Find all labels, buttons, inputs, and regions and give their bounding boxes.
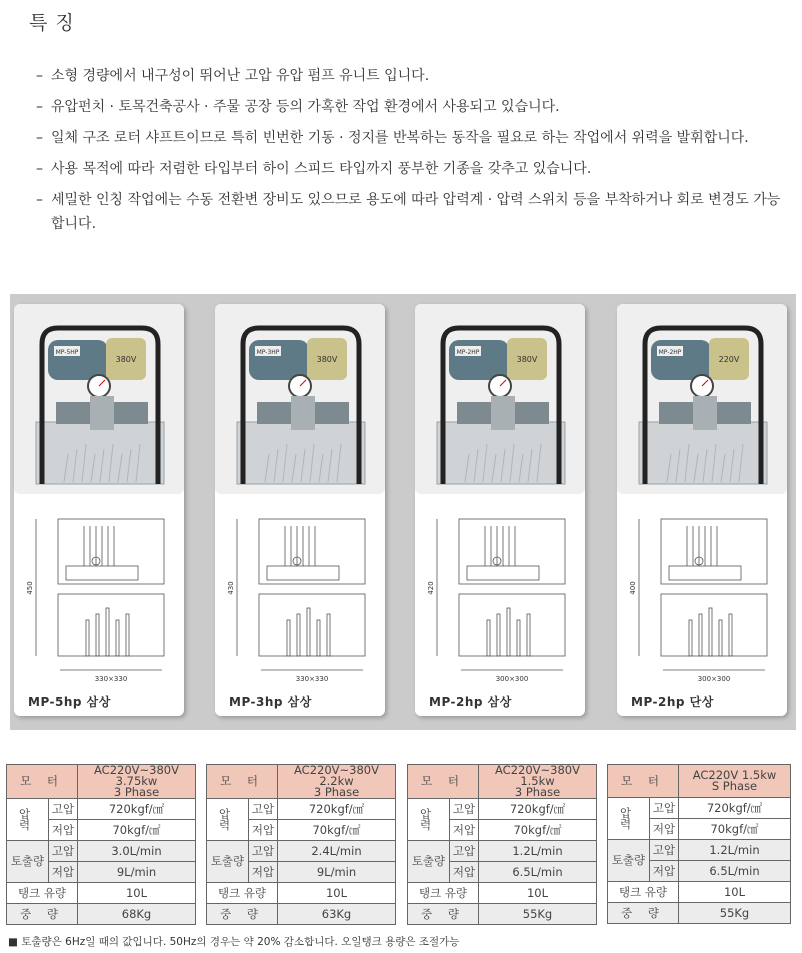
tank-value: 10L: [78, 883, 196, 904]
pressure-low-value: 70kgf/㎠: [278, 820, 396, 841]
plate-label: MP-2HP: [456, 349, 480, 356]
weight-label: 중 량: [7, 904, 78, 925]
pressure-label: 압 력: [7, 799, 49, 841]
tank-label: 탱크 유량: [408, 883, 479, 904]
voltage-label: 220V: [718, 355, 740, 364]
tank-value: 10L: [679, 882, 791, 903]
plate-label: MP-3HP: [256, 349, 280, 356]
weight-value: 55Kg: [679, 903, 791, 924]
pressure-low-value: 70kgf/㎠: [78, 820, 196, 841]
feature-item: – 유압펀치 · 토목건축공사 · 주물 공장 등의 가혹한 작업 환경에서 사용되고 있습니다.: [36, 99, 560, 115]
weight-value: 55Kg: [479, 904, 597, 925]
low-label: 저압: [49, 820, 78, 841]
manifold: [693, 396, 717, 430]
high-label: 고압: [49, 799, 78, 820]
weight-value: 63Kg: [278, 904, 396, 925]
product-illustration: [415, 304, 585, 716]
oil-tank: [237, 422, 365, 484]
pressure-low-value: 70kgf/㎠: [679, 819, 791, 840]
base-label: 330×330: [295, 675, 329, 683]
square-bullet-icon: ■: [8, 936, 22, 948]
plate-label: MP-5HP: [55, 349, 79, 356]
discharge-label: 토출량: [408, 841, 450, 883]
base-label: 300×300: [697, 675, 731, 683]
low-label: 저압: [49, 862, 78, 883]
discharge-low-value: 6.5L/min: [479, 862, 597, 883]
low-label: 저압: [650, 861, 679, 882]
low-label: 저압: [650, 819, 679, 840]
low-label: 저압: [450, 862, 479, 883]
product-illustration: [215, 304, 385, 716]
height-label: 400: [629, 581, 637, 595]
height-label: 430: [227, 581, 235, 595]
discharge-low-value: 9L/min: [78, 862, 196, 883]
oil-tank: [639, 422, 767, 484]
model-label: MP-3hp 삼상: [229, 695, 312, 709]
product-illustration: [617, 304, 787, 716]
weight-label: 중 량: [408, 904, 479, 925]
pressure-low-value: 70kgf/㎠: [479, 820, 597, 841]
spec-table-mp2hp-1phase: [607, 764, 791, 924]
product-card-mp5hp: [14, 304, 184, 716]
feature-item: – 세밀한 인칭 작업에는 수동 전환변 장비도 있으므로 용도에 따라 압력계 · 압력 스위치 등을 부착하거나 회로 변경도 가능합니다.: [36, 192, 781, 232]
motor-value: AC220V~380V 1.5kw 3 Phase: [479, 765, 597, 799]
feature-item: – 소형 경량에서 내구성이 뛰어난 고압 유압 펌프 유니트 입니다.: [36, 68, 430, 84]
tank-value: 10L: [278, 883, 396, 904]
oil-tank: [36, 422, 164, 484]
base-label: 300×300: [495, 675, 529, 683]
discharge-label: 토출량: [608, 840, 650, 882]
product-card-mp2hp-1phase: [617, 304, 787, 716]
high-label: 고압: [450, 841, 479, 862]
high-label: 고압: [650, 798, 679, 819]
high-label: 고압: [450, 799, 479, 820]
feature-list: [36, 64, 786, 243]
height-label: 450: [26, 581, 34, 595]
model-label: MP-2hp 삼상: [429, 695, 512, 709]
weight-label: 중 량: [608, 903, 679, 924]
spec-table-mp3hp: [206, 764, 396, 925]
height-label: 420: [427, 581, 435, 595]
motor-value: AC220V 1.5kw S Phase: [679, 765, 791, 798]
weight-label: 중 량: [207, 904, 278, 925]
pressure-label: 압 력: [608, 798, 650, 840]
manifold: [291, 396, 315, 430]
feature-item: – 사용 목적에 따라 저렴한 타입부터 하이 스피드 타입까지 풍부한 기종을 갖추고 있습니다.: [36, 161, 592, 177]
motor-value: AC220V~380V 2.2kw 3 Phase: [278, 765, 396, 799]
model-label: MP-5hp 삼상: [28, 695, 111, 709]
pressure-high-value: 720kgf/㎠: [479, 799, 597, 820]
low-label: 저압: [450, 820, 479, 841]
base-label: 330×330: [94, 675, 128, 683]
discharge-high-value: 2.4L/min: [278, 841, 396, 862]
discharge-low-value: 9L/min: [278, 862, 396, 883]
motor-label: 모 터: [207, 765, 278, 799]
product-card-mp3hp: [215, 304, 385, 716]
spec-table-mp5hp: [6, 764, 196, 925]
low-label: 저압: [249, 862, 278, 883]
oil-tank: [437, 422, 565, 484]
tank-label: 탱크 유량: [207, 883, 278, 904]
high-label: 고압: [650, 840, 679, 861]
tank-value: 10L: [479, 883, 597, 904]
manifold: [90, 396, 114, 430]
motor-label: 모 터: [408, 765, 479, 799]
product-card-mp2hp-3phase: [415, 304, 585, 716]
high-label: 고압: [249, 799, 278, 820]
discharge-high-value: 1.2L/min: [479, 841, 597, 862]
model-label: MP-2hp 단상: [631, 695, 714, 709]
product-illustration: [14, 304, 184, 716]
pressure-high-value: 720kgf/㎠: [78, 799, 196, 820]
discharge-high-value: 1.2L/min: [679, 840, 791, 861]
voltage-label: 380V: [516, 355, 538, 364]
high-label: 고압: [49, 841, 78, 862]
motor-label: 모 터: [7, 765, 78, 799]
footnote: ■ 토출량은 6Hz일 때의 값입니다. 50Hz의 경우는 약 20% 감소합니다. 오일탱크 용량은 조절가능: [8, 936, 460, 948]
discharge-high-value: 3.0L/min: [78, 841, 196, 862]
high-label: 고압: [249, 841, 278, 862]
weight-value: 68Kg: [78, 904, 196, 925]
motor-value: AC220V~380V 3.75kw 3 Phase: [78, 765, 196, 799]
motor-label: 모 터: [608, 765, 679, 798]
tank-label: 탱크 유량: [7, 883, 78, 904]
discharge-label: 토출량: [207, 841, 249, 883]
feature-item: – 일체 구조 로터 샤프트이므로 특히 빈번한 기동 · 정지를 반복하는 동작을 필요로 하는 작업에서 위력을 발휘합니다.: [36, 130, 749, 146]
voltage-label: 380V: [316, 355, 338, 364]
discharge-label: 토출량: [7, 841, 49, 883]
low-label: 저압: [249, 820, 278, 841]
pressure-label: 압 력: [207, 799, 249, 841]
section-title: 특 징: [29, 12, 75, 34]
product-gallery: [10, 294, 796, 730]
pressure-high-value: 720kgf/㎠: [278, 799, 396, 820]
pressure-high-value: 720kgf/㎠: [679, 798, 791, 819]
plate-label: MP-2HP: [658, 349, 682, 356]
spec-table-mp2hp-3phase: [407, 764, 597, 925]
manifold: [491, 396, 515, 430]
tank-label: 탱크 유량: [608, 882, 679, 903]
voltage-label: 380V: [115, 355, 137, 364]
discharge-low-value: 6.5L/min: [679, 861, 791, 882]
pressure-label: 압 력: [408, 799, 450, 841]
